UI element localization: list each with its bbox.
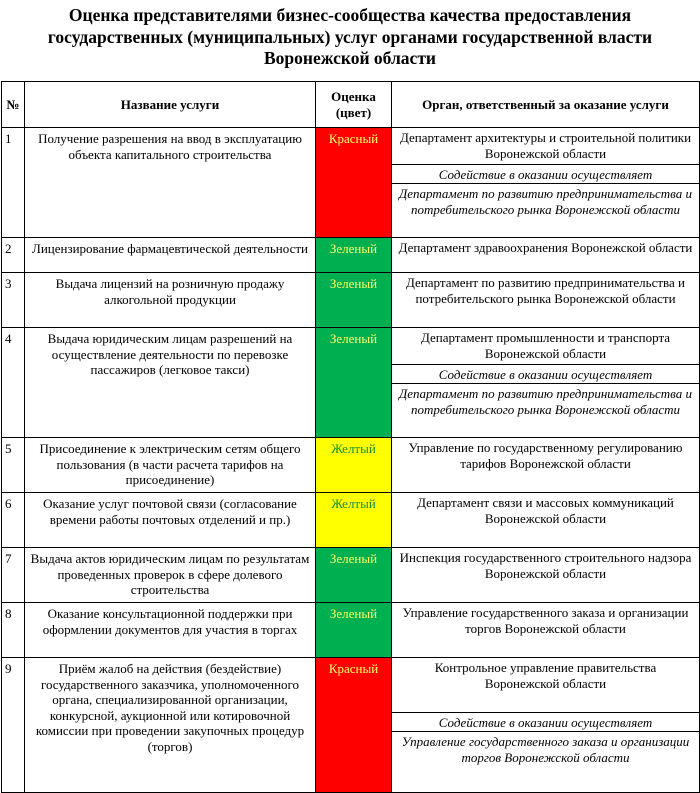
org-assist-label: Содействие в оказании осуществляет — [392, 712, 699, 731]
org-cell — [392, 658, 700, 793]
row-number: 4 — [2, 328, 25, 438]
org-assist-label: Содействие в оказании осуществляет — [392, 164, 699, 183]
org-cell — [392, 238, 700, 273]
header-rating-line-2: (цвет) — [335, 104, 372, 120]
service-name: Присоединение к электрическим сетям общего пользования (в части расчета тарифов на присоединение) — [25, 438, 316, 493]
org-name: Департамент здравоохранения Воронежской области — [398, 240, 693, 255]
row-number: 8 — [2, 603, 25, 658]
org-name: Управление государственного заказа и организации торгов Воронежской области — [402, 605, 689, 636]
table-row — [2, 438, 700, 493]
header-num: № — [2, 82, 25, 128]
table-header-row — [2, 82, 700, 128]
service-name: Оказание услуг почтовой связи (согласование времени работы почтовых отделений и пр.) — [25, 493, 316, 548]
org-cell — [392, 328, 700, 438]
table-row — [2, 658, 700, 793]
org-name: Департамент архитектуры и строительной политики Воронежской области — [399, 130, 692, 161]
services-table — [1, 81, 700, 793]
org-cell — [392, 273, 700, 328]
header-service: Название услуги — [25, 82, 316, 128]
org-assist-label: Содействие в оказании осуществляет — [392, 364, 699, 383]
row-number: 6 — [2, 493, 25, 548]
service-name: Выдача лицензий на розничную продажу алкогольной продукции — [25, 273, 316, 328]
org-cell — [392, 603, 700, 658]
rating-cell: Зеленый — [316, 548, 392, 603]
table-row — [2, 238, 700, 273]
org-name: Департамент по развитию предпринимательства и потребительского рынка Воронежской области — [406, 275, 685, 306]
header-org: Орган, ответственный за оказание услуги — [392, 82, 700, 128]
table-row — [2, 128, 700, 238]
org-name: Департамент связи и массовых коммуникаций Воронежской области — [417, 495, 674, 526]
title-line-1: Оценка представителями бизнес-сообщества качества предоставления — [68, 5, 632, 25]
table-row — [2, 328, 700, 438]
service-name: Выдача актов юридическим лицам по результатам проведенных проверок в сфере долевого строительства — [25, 548, 316, 603]
table-row — [2, 548, 700, 603]
row-number: 7 — [2, 548, 25, 603]
rating-cell: Красный — [316, 128, 392, 238]
org-name: Инспекция государственного строительного надзора Воронежской области — [399, 550, 692, 581]
service-name: Выдача юридическим лицам разрешений на осуществление деятельности по перевозке пассажиров (легковое такси) — [25, 328, 316, 438]
org-name: Контрольное управление правительства Воронежской области — [434, 660, 657, 691]
rating-cell: Красный — [316, 658, 392, 793]
org-cell — [392, 438, 700, 493]
service-name: Получение разрешения на ввод в эксплуатацию объекта капитального строительства — [25, 128, 316, 238]
row-number: 1 — [2, 128, 25, 238]
rating-cell: Зеленый — [316, 238, 392, 273]
org-name: Департамент промышленности и транспорта Воронежской области — [420, 330, 671, 361]
service-name: Лицензирование фармацевтической деятельности — [25, 238, 316, 273]
rating-cell: Желтый — [316, 493, 392, 548]
org-name: Управление по государственному регулированию тарифов Воронежской области — [408, 440, 683, 471]
org-cell — [392, 128, 700, 238]
row-number: 5 — [2, 438, 25, 493]
table-row — [2, 603, 700, 658]
table-row — [2, 273, 700, 328]
org-name: Департамент по развитию предпринимательства и потребительского рынка Воронежской области — [392, 183, 699, 237]
row-number: 3 — [2, 273, 25, 328]
org-cell — [392, 548, 700, 603]
title-line-3: Воронежской области — [263, 48, 437, 68]
table-row — [2, 493, 700, 548]
rating-cell: Желтый — [316, 438, 392, 493]
title-line-2: государственных (муниципальных) услуг органами государственной власти — [47, 26, 653, 47]
rating-cell: Зеленый — [316, 273, 392, 328]
service-name: Оказание консультационной поддержки при оформлении документов для участия в торгах — [25, 603, 316, 658]
row-number: 9 — [2, 658, 25, 793]
org-cell — [392, 493, 700, 548]
page-title — [0, 5, 700, 70]
header-rating-line-1: Оценка — [331, 89, 376, 104]
service-name: Приём жалоб на действия (бездействие) государственного заказчика, уполномоченного органа, специализированной организации, конкурсной, аукционной или котировочной комиссии при проведении закупочных процедур (торгов) — [25, 658, 316, 793]
rating-cell: Зеленый — [316, 603, 392, 658]
org-name: Департамент по развитию предпринимательства и потребительского рынка Воронежской области — [392, 383, 699, 437]
header-rating — [316, 82, 392, 128]
org-name: Управление государственного заказа и организации торгов Воронежской области — [392, 731, 699, 792]
row-number: 2 — [2, 238, 25, 273]
rating-cell: Зеленый — [316, 328, 392, 438]
